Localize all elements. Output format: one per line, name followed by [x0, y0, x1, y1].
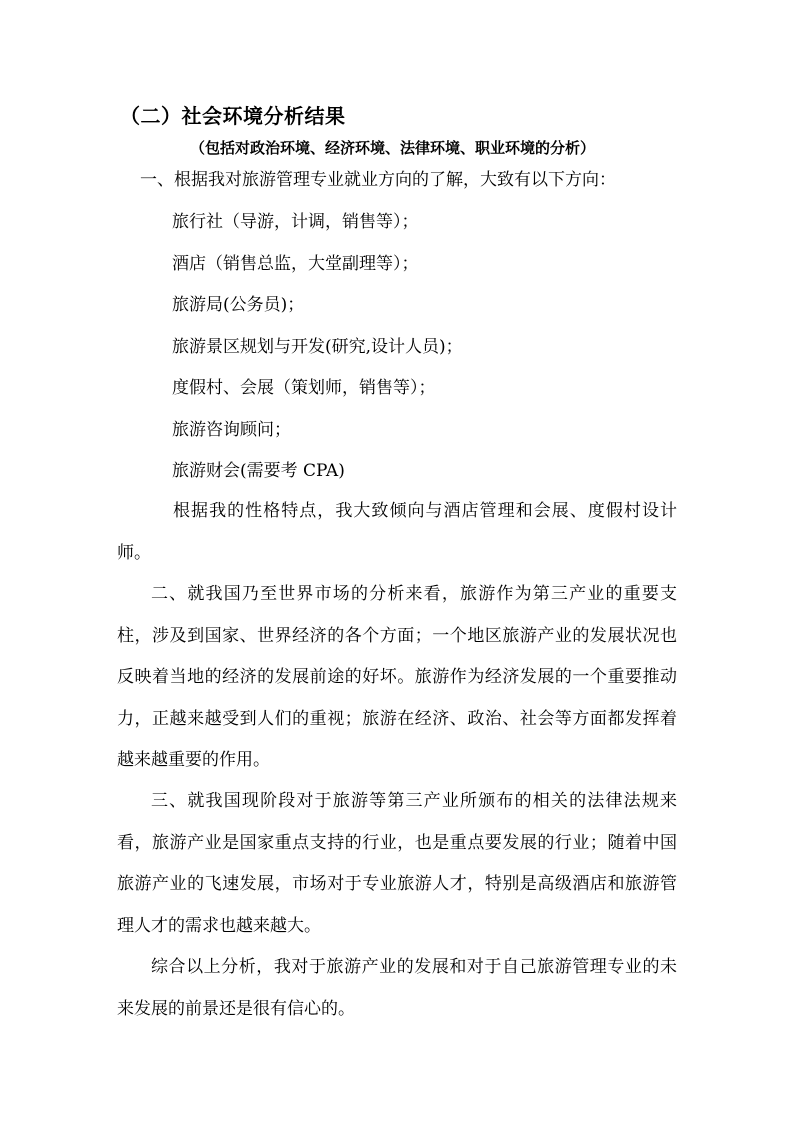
direction-item: 度假村、会展（策划师，销售等）；	[172, 378, 436, 398]
direction-item: 旅游景区规划与开发(研究,设计人员)；	[172, 337, 463, 357]
section-subheading: （包括对政治环境、经济环境、法律环境、职业环境的分析）	[190, 139, 596, 157]
personal-tendency-paragraph: 根据我的性格特点，我大致倾向与酒店管理和会展、度假村设计师。	[117, 501, 677, 563]
direction-item: 旅游局(公务员)；	[172, 295, 305, 315]
conclusion-paragraph: 综合以上分析，我对于旅游产业的发展和对于自己旅游管理专业的未来发展的前景还是很有信心的。	[117, 957, 677, 1019]
section-two-paragraph: 二、就我国乃至世界市场的分析来看，旅游作为第三产业的重要支柱，涉及到国家、世界经济的各个方面；一个地区旅游产业的发展状况也反映着当地的经济的发展前途的好坏。旅游作为经济发展的一个重要推动力，正越来越受到人们的重视；旅游在经济、政治、社会等方面都发挥着越来越重要的作用。	[117, 584, 677, 770]
direction-item: 旅行社（导游，计调，销售等）；	[172, 212, 419, 232]
direction-item: 旅游财会(需要考 CPA)	[172, 461, 345, 481]
directions-intro: 一、根据我对旅游管理专业就业方向的了解，大致有以下方向：	[140, 170, 616, 190]
section-heading: （二）社会环境分析结果	[120, 104, 346, 128]
direction-item: 酒店（销售总监，大堂副理等）；	[172, 254, 419, 274]
direction-item: 旅游咨询顾问；	[172, 420, 291, 440]
section-three-paragraph: 三、就我国现阶段对于旅游等第三产业所颁布的相关的法律法规来看，旅游产业是国家重点支持的行业，也是重点要发展的行业；随着中国旅游产业的飞速发展，市场对于专业旅游人才，特别是高级酒店和旅游管理人才的需求也越来越大。	[117, 791, 677, 936]
